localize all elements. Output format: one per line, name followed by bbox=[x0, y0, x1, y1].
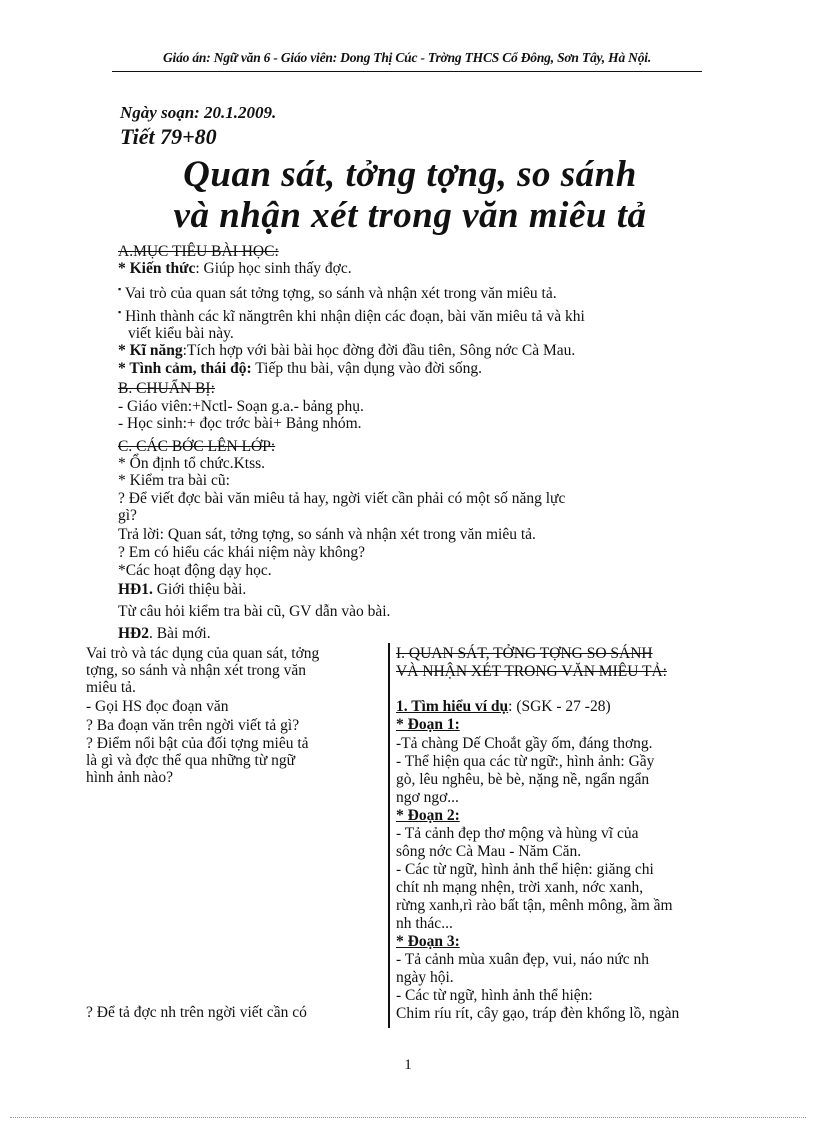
right-cell-line: rừng xanh,rì rào bất tận, mênh mông, ầm ầm bbox=[396, 897, 673, 914]
left-cell-line: tợng, so sánh và nhận xét trong văn bbox=[86, 662, 306, 679]
bullet-dot-icon: ▪ bbox=[118, 284, 122, 294]
right-cell-line: chít nh mạng nhện, trời xanh, nớc xanh, bbox=[396, 879, 644, 896]
hd1-text: Giới thiệu bài. bbox=[152, 581, 247, 598]
check-question-continued: gì? bbox=[118, 507, 137, 524]
left-cell-line: ? Để tả đợc nh trên ngời viết cần có bbox=[86, 1004, 307, 1021]
example-text: : (SGK - 27 -28) bbox=[508, 698, 611, 715]
check-question: ? Để viết đợc bài văn miêu tả hay, ngời viết cần phải có một số năng lực bbox=[118, 490, 566, 507]
knowledge-label: * Kiến thức bbox=[118, 260, 196, 277]
right-cell-line: sông nớc Cà Mau - Năm Căn. bbox=[396, 843, 582, 860]
paragraph-3-label: * Đoạn 3: bbox=[396, 933, 460, 950]
right-cell-line: - Thể hiện qua các từ ngữ:, hình ảnh: Gầy bbox=[396, 753, 655, 770]
section-a-heading: A.MỤC TIÊU BÀI HỌC: bbox=[118, 243, 279, 260]
hd2-text: . Bài mới. bbox=[149, 625, 211, 642]
section-c-heading: C. CÁC BỚC LÊN LỚP: bbox=[118, 438, 276, 455]
bullet-item bbox=[118, 285, 557, 302]
column-divider bbox=[388, 643, 390, 1028]
section-c-line: * Ổn định tổ chức.Ktss. bbox=[118, 455, 266, 472]
right-heading-line: I. QUAN SÁT, TỞNG TỢNG SO SÁNH bbox=[396, 645, 653, 662]
student-prep: - Học sinh:+ đọc trớc bài+ Bảng nhóm. bbox=[118, 415, 362, 432]
right-cell-line: - Các từ ngữ, hình ảnh thể hiện: bbox=[396, 987, 593, 1004]
skill-line bbox=[118, 342, 575, 359]
knowledge-line bbox=[118, 260, 352, 277]
hd2-label: HĐ2 bbox=[118, 625, 149, 642]
page-header: Giáo án: Ngữ văn 6 - Giáo viên: Dong Thị Cúc - Trờng THCS Cổ Đông, Sơn Tây, Hà Nội. bbox=[162, 50, 651, 65]
activities-heading: *Các hoạt động dạy học. bbox=[118, 562, 272, 579]
preparation-date: Ngày soạn: 20.1.2009. bbox=[120, 103, 277, 122]
right-cell-line: gò, lêu nghêu, bè bè, nặng nề, ngẩn ngẩn bbox=[396, 771, 650, 788]
left-cell-line: là gì và đợc thể qua những từ ngữ bbox=[86, 752, 296, 769]
right-cell-line: - Các từ ngữ, hình ảnh thể hiện: giăng chi bbox=[396, 861, 654, 878]
paragraph-1-label: * Đoạn 1: bbox=[396, 716, 460, 733]
bullet-text: Vai trò của quan sát tởng tợng, so sánh và nhận xét trong văn miêu tả. bbox=[124, 285, 557, 302]
example-line bbox=[396, 698, 611, 715]
section-c-line: * Kiểm tra bài cũ: bbox=[118, 472, 230, 489]
left-cell-line: ? Điểm nổi bật của đối tợng miêu tả bbox=[86, 735, 309, 752]
bullet-text: Hình thành các kĩ năngtrên khi nhận diện các đoạn, bài văn miêu tả và khi bbox=[125, 308, 585, 325]
lesson-title-line-2: và nhận xét trong văn miêu tả bbox=[173, 195, 647, 236]
header-divider bbox=[112, 71, 702, 72]
right-cell-line: Chim ríu rít, cây gạo, tráp đèn khổng lồ, ngàn bbox=[396, 1005, 680, 1022]
left-cell-line: hình ảnh nào? bbox=[86, 769, 173, 786]
lesson-title-line-1: Quan sát, tởng tợng, so sánh bbox=[183, 154, 637, 195]
teacher-prep: - Giáo viên:+Nctl- Soạn g.a.- bảng phụ. bbox=[118, 398, 364, 415]
hd1-line bbox=[118, 581, 246, 598]
attitude-label: * Tình cảm, thái độ: bbox=[118, 360, 252, 377]
hd1-body: Từ câu hỏi kiểm tra bài cũ, GV dẫn vào bài. bbox=[118, 603, 391, 620]
right-cell-line: - Tả cảnh đẹp thơ mộng và hùng vĩ của bbox=[396, 825, 639, 842]
hd1-label: HĐ1. bbox=[118, 581, 153, 598]
knowledge-text: : Giúp học sinh thấy đợc. bbox=[195, 260, 352, 277]
skill-label: * Kĩ năng bbox=[118, 342, 183, 359]
attitude-line bbox=[118, 360, 482, 377]
footer-divider bbox=[10, 1117, 806, 1118]
attitude-text: Tiếp thu bài, vận dụng vào đời sống. bbox=[251, 360, 483, 377]
left-cell-line: miêu tả. bbox=[86, 679, 136, 696]
lesson-number: Tiết 79+80 bbox=[120, 124, 217, 149]
bullet-text-continued: viết kiểu bài này. bbox=[128, 325, 234, 342]
left-cell-line: - Gọi HS đọc đoạn văn bbox=[86, 698, 229, 715]
example-label: 1. Tìm hiểu ví dụ bbox=[396, 698, 509, 715]
bullet-item bbox=[118, 308, 585, 325]
right-cell-line: nh thác... bbox=[396, 915, 453, 932]
hd2-line bbox=[118, 625, 211, 642]
skill-text: :Tích hợp với bài bài học đờng đời đầu tiên, Sông nớc Cà Mau. bbox=[182, 342, 576, 359]
right-cell-line: ngày hội. bbox=[396, 969, 454, 986]
right-cell-line: -Tả chàng Dế Choắt gầy ốm, đáng thơng. bbox=[396, 735, 653, 752]
left-cell-line: ? Ba đoạn văn trên ngời viết tả gì? bbox=[86, 717, 300, 734]
check-answer: Trả lời: Quan sát, tởng tợng, so sánh và nhận xét trong văn miêu tả. bbox=[118, 526, 536, 543]
section-b-heading: B. CHUẨN BỊ: bbox=[118, 380, 215, 397]
check-question-2: ? Em có hiểu các khái niệm này không? bbox=[118, 544, 366, 561]
bullet-dot-icon: ▪ bbox=[118, 307, 122, 317]
page-number: 1 bbox=[404, 1057, 412, 1073]
lesson-table bbox=[80, 643, 730, 1028]
right-heading-line: VÀ NHẬN XÉT TRONG VĂN MIÊU TẢ: bbox=[396, 663, 667, 680]
paragraph-2-label: * Đoạn 2: bbox=[396, 807, 460, 824]
right-cell-line: ngơ ngơ... bbox=[396, 789, 459, 806]
left-cell-line: Vai trò và tác dụng của quan sát, tởng bbox=[86, 645, 320, 662]
right-cell-line: - Tả cảnh mùa xuân đẹp, vui, náo nức nh bbox=[396, 951, 650, 968]
